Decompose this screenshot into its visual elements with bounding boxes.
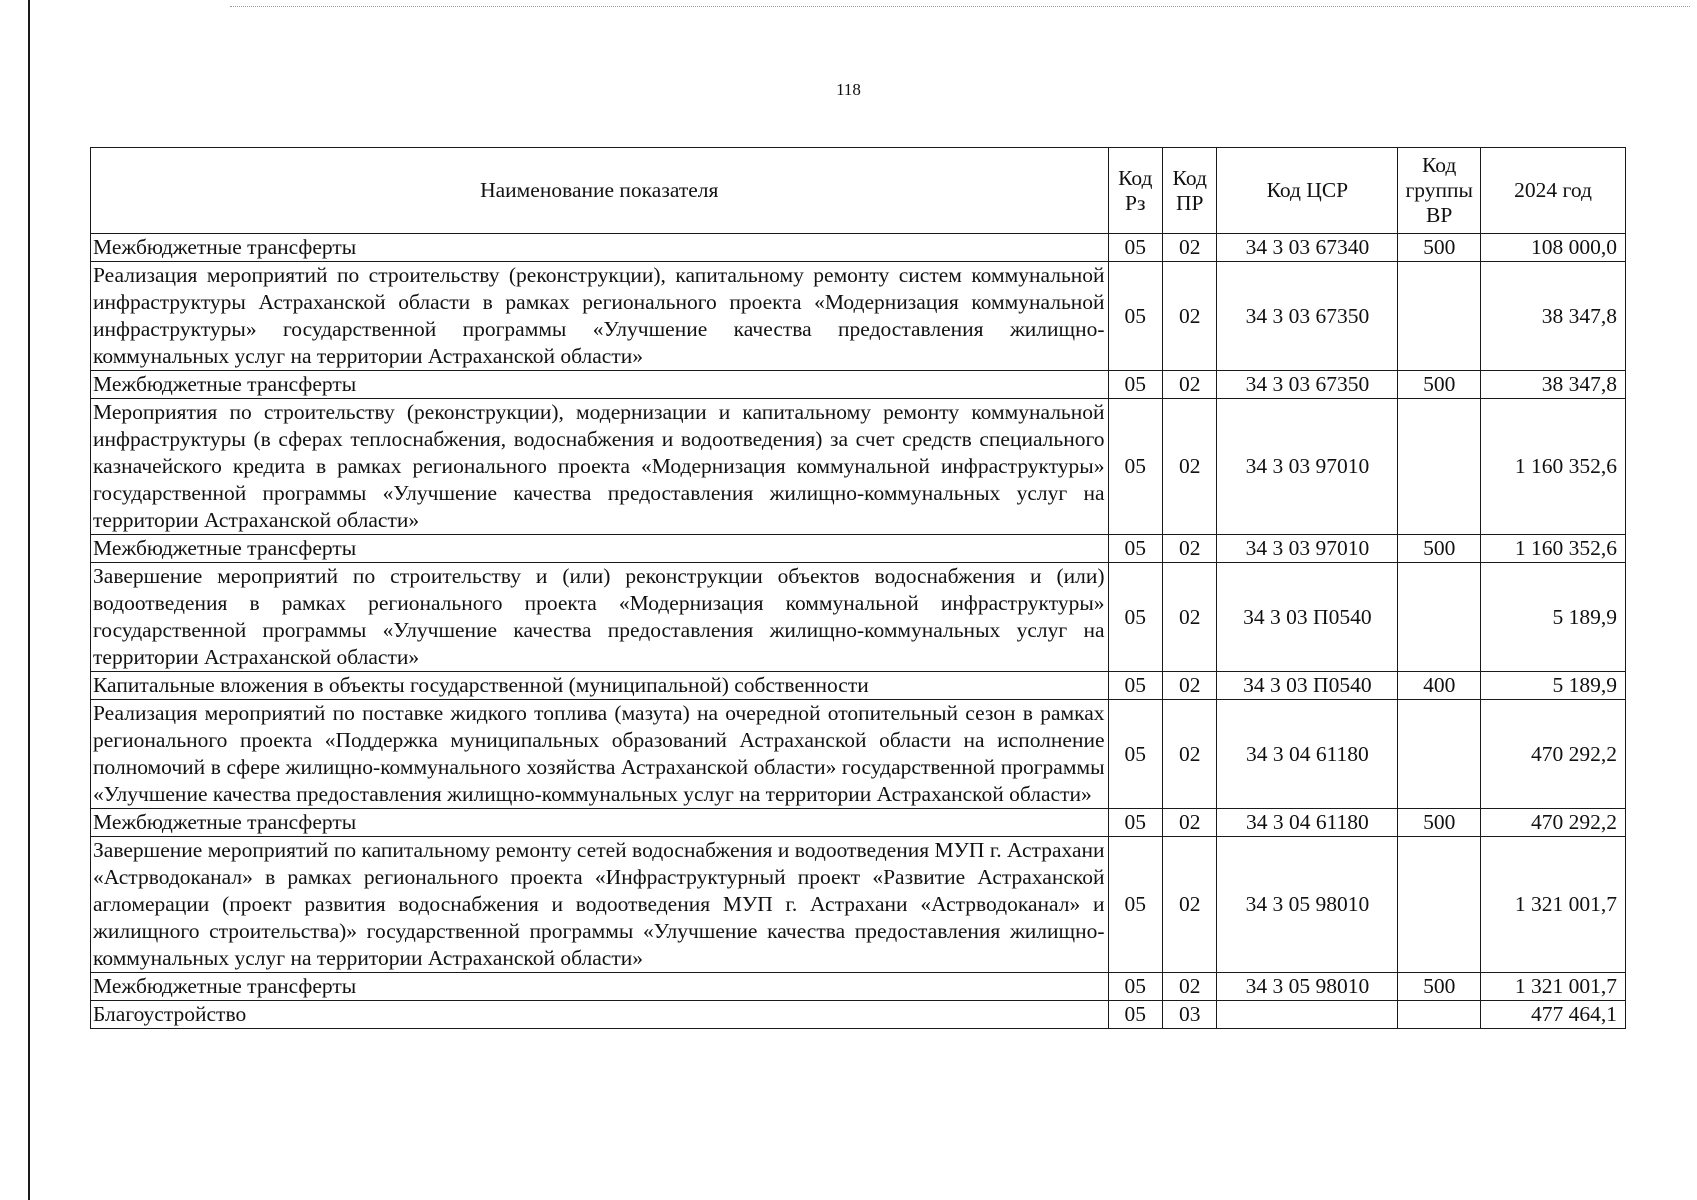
row-rz: 05 bbox=[1108, 563, 1162, 672]
row-csr: 34 3 03 97010 bbox=[1217, 535, 1398, 563]
row-vr: 500 bbox=[1398, 234, 1481, 262]
row-vr bbox=[1398, 700, 1481, 809]
row-pr: 02 bbox=[1162, 234, 1216, 262]
header-rz: Код Рз bbox=[1108, 148, 1162, 234]
table-row bbox=[91, 672, 1626, 700]
row-amount: 1 321 001,7 bbox=[1481, 837, 1626, 973]
scan-top-edge bbox=[230, 6, 1690, 7]
row-rz: 05 bbox=[1108, 672, 1162, 700]
row-name: Межбюджетные трансферты bbox=[91, 535, 1109, 563]
page-number: 118 bbox=[836, 80, 861, 99]
row-vr bbox=[1398, 837, 1481, 973]
row-pr: 02 bbox=[1162, 563, 1216, 672]
row-csr: 34 3 04 61180 bbox=[1217, 809, 1398, 837]
row-rz: 05 bbox=[1108, 809, 1162, 837]
row-vr: 400 bbox=[1398, 672, 1481, 700]
row-vr bbox=[1398, 399, 1481, 535]
row-name: Межбюджетные трансферты bbox=[91, 234, 1109, 262]
row-amount: 477 464,1 bbox=[1481, 1001, 1626, 1029]
row-pr: 02 bbox=[1162, 371, 1216, 399]
row-csr bbox=[1217, 1001, 1398, 1029]
table-row bbox=[91, 700, 1626, 809]
row-vr bbox=[1398, 1001, 1481, 1029]
table-row bbox=[91, 563, 1626, 672]
row-pr: 02 bbox=[1162, 535, 1216, 563]
row-pr: 02 bbox=[1162, 262, 1216, 371]
header-year: 2024 год bbox=[1481, 148, 1626, 234]
table-row bbox=[91, 262, 1626, 371]
header-csr: Код ЦСР bbox=[1217, 148, 1398, 234]
row-rz: 05 bbox=[1108, 399, 1162, 535]
row-amount: 1 160 352,6 bbox=[1481, 399, 1626, 535]
row-csr: 34 3 03 67350 bbox=[1217, 371, 1398, 399]
table-header-row bbox=[91, 148, 1626, 234]
row-vr: 500 bbox=[1398, 371, 1481, 399]
row-rz: 05 bbox=[1108, 700, 1162, 809]
header-pr: Код ПР bbox=[1162, 148, 1216, 234]
row-csr: 34 3 04 61180 bbox=[1217, 700, 1398, 809]
table-row bbox=[91, 399, 1626, 535]
row-name: Завершение мероприятий по строительству и (или) реконструкции объектов водоснабжения и (или) водоотведения в рамках регионального проекта «Модернизация коммунальной инфраструктуры» государственной программы «Улучшение качества предоставления жилищно-коммунальных услуг на территории Астраханской области» bbox=[91, 563, 1109, 672]
row-amount: 1 160 352,6 bbox=[1481, 535, 1626, 563]
row-csr: 34 3 05 98010 bbox=[1217, 973, 1398, 1001]
table-row bbox=[91, 371, 1626, 399]
table-row bbox=[91, 837, 1626, 973]
row-rz: 05 bbox=[1108, 262, 1162, 371]
row-rz: 05 bbox=[1108, 837, 1162, 973]
row-pr: 02 bbox=[1162, 837, 1216, 973]
row-csr: 34 3 03 97010 bbox=[1217, 399, 1398, 535]
row-amount: 38 347,8 bbox=[1481, 371, 1626, 399]
row-rz: 05 bbox=[1108, 1001, 1162, 1029]
row-vr bbox=[1398, 262, 1481, 371]
row-csr: 34 3 03 П0540 bbox=[1217, 563, 1398, 672]
row-pr: 02 bbox=[1162, 672, 1216, 700]
row-amount: 470 292,2 bbox=[1481, 700, 1626, 809]
row-rz: 05 bbox=[1108, 973, 1162, 1001]
row-amount: 38 347,8 bbox=[1481, 262, 1626, 371]
row-pr: 02 bbox=[1162, 399, 1216, 535]
row-vr bbox=[1398, 563, 1481, 672]
row-vr: 500 bbox=[1398, 535, 1481, 563]
table-row bbox=[91, 535, 1626, 563]
row-rz: 05 bbox=[1108, 371, 1162, 399]
row-vr: 500 bbox=[1398, 973, 1481, 1001]
row-pr: 03 bbox=[1162, 1001, 1216, 1029]
header-name: Наименование показателя bbox=[91, 148, 1109, 234]
row-name: Капитальные вложения в объекты государственной (муниципальной) собственности bbox=[91, 672, 1109, 700]
row-amount: 5 189,9 bbox=[1481, 672, 1626, 700]
row-name: Реализация мероприятий по строительству (реконструкции), капитальному ремонту систем коммунальной инфраструктуры Астраханской области в рамках регионального проекта «Модернизация коммунальной инфраструктуры» государственной программы «Улучшение качества предоставления жилищно-коммунальных услуг на территории Астраханской области» bbox=[91, 262, 1109, 371]
budget-table bbox=[90, 147, 1626, 1029]
row-csr: 34 3 03 67340 bbox=[1217, 234, 1398, 262]
table-row bbox=[91, 809, 1626, 837]
row-name: Реализация мероприятий по поставке жидкого топлива (мазута) на очередной отопительный сезон в рамках регионального проекта «Поддержка муниципальных образований Астраханской области на исполнение полномочий в сфере жилищно-коммунального хозяйства Астраханской области» государственной программы «Улучшение качества предоставления жилищно-коммунальных услуг на территории Астраханской области» bbox=[91, 700, 1109, 809]
row-amount: 5 189,9 bbox=[1481, 563, 1626, 672]
table-row bbox=[91, 1001, 1626, 1029]
row-name: Межбюджетные трансферты bbox=[91, 371, 1109, 399]
row-name: Межбюджетные трансферты bbox=[91, 809, 1109, 837]
row-amount: 1 321 001,7 bbox=[1481, 973, 1626, 1001]
row-csr: 34 3 05 98010 bbox=[1217, 837, 1398, 973]
row-vr: 500 bbox=[1398, 809, 1481, 837]
row-name: Благоустройство bbox=[91, 1001, 1109, 1029]
header-vr: Код группы ВР bbox=[1398, 148, 1481, 234]
row-amount: 108 000,0 bbox=[1481, 234, 1626, 262]
row-pr: 02 bbox=[1162, 973, 1216, 1001]
table-row bbox=[91, 234, 1626, 262]
row-rz: 05 bbox=[1108, 234, 1162, 262]
binding-edge-line bbox=[28, 0, 30, 1200]
row-csr: 34 3 03 67350 bbox=[1217, 262, 1398, 371]
row-rz: 05 bbox=[1108, 535, 1162, 563]
table-row bbox=[91, 973, 1626, 1001]
row-pr: 02 bbox=[1162, 700, 1216, 809]
row-pr: 02 bbox=[1162, 809, 1216, 837]
row-name: Завершение мероприятий по капитальному ремонту сетей водоснабжения и водоотведения МУП г. Астрахани «Астрводоканал» в рамках регионального проекта «Инфраструктурный проект «Развитие Астраханской агломерации (проект развития водоснабжения и водоотведения МУП г. Астрахани «Астрводоканал» и жилищного строительства)» государственной программы «Улучшение качества предоставления жилищно-коммунальных услуг на территории Астраханской области» bbox=[91, 837, 1109, 973]
row-name: Межбюджетные трансферты bbox=[91, 973, 1109, 1001]
row-amount: 470 292,2 bbox=[1481, 809, 1626, 837]
row-csr: 34 3 03 П0540 bbox=[1217, 672, 1398, 700]
row-name: Мероприятия по строительству (реконструкции), модернизации и капитальному ремонту коммунальной инфраструктуры (в сферах теплоснабжения, водоснабжения и водоотведения) за счет средств специального казначейского кредита в рамках регионального проекта «Модернизация коммунальной инфраструктуры» государственной программы «Улучшение качества предоставления жилищно-коммунальных услуг на территории Астраханской области» bbox=[91, 399, 1109, 535]
